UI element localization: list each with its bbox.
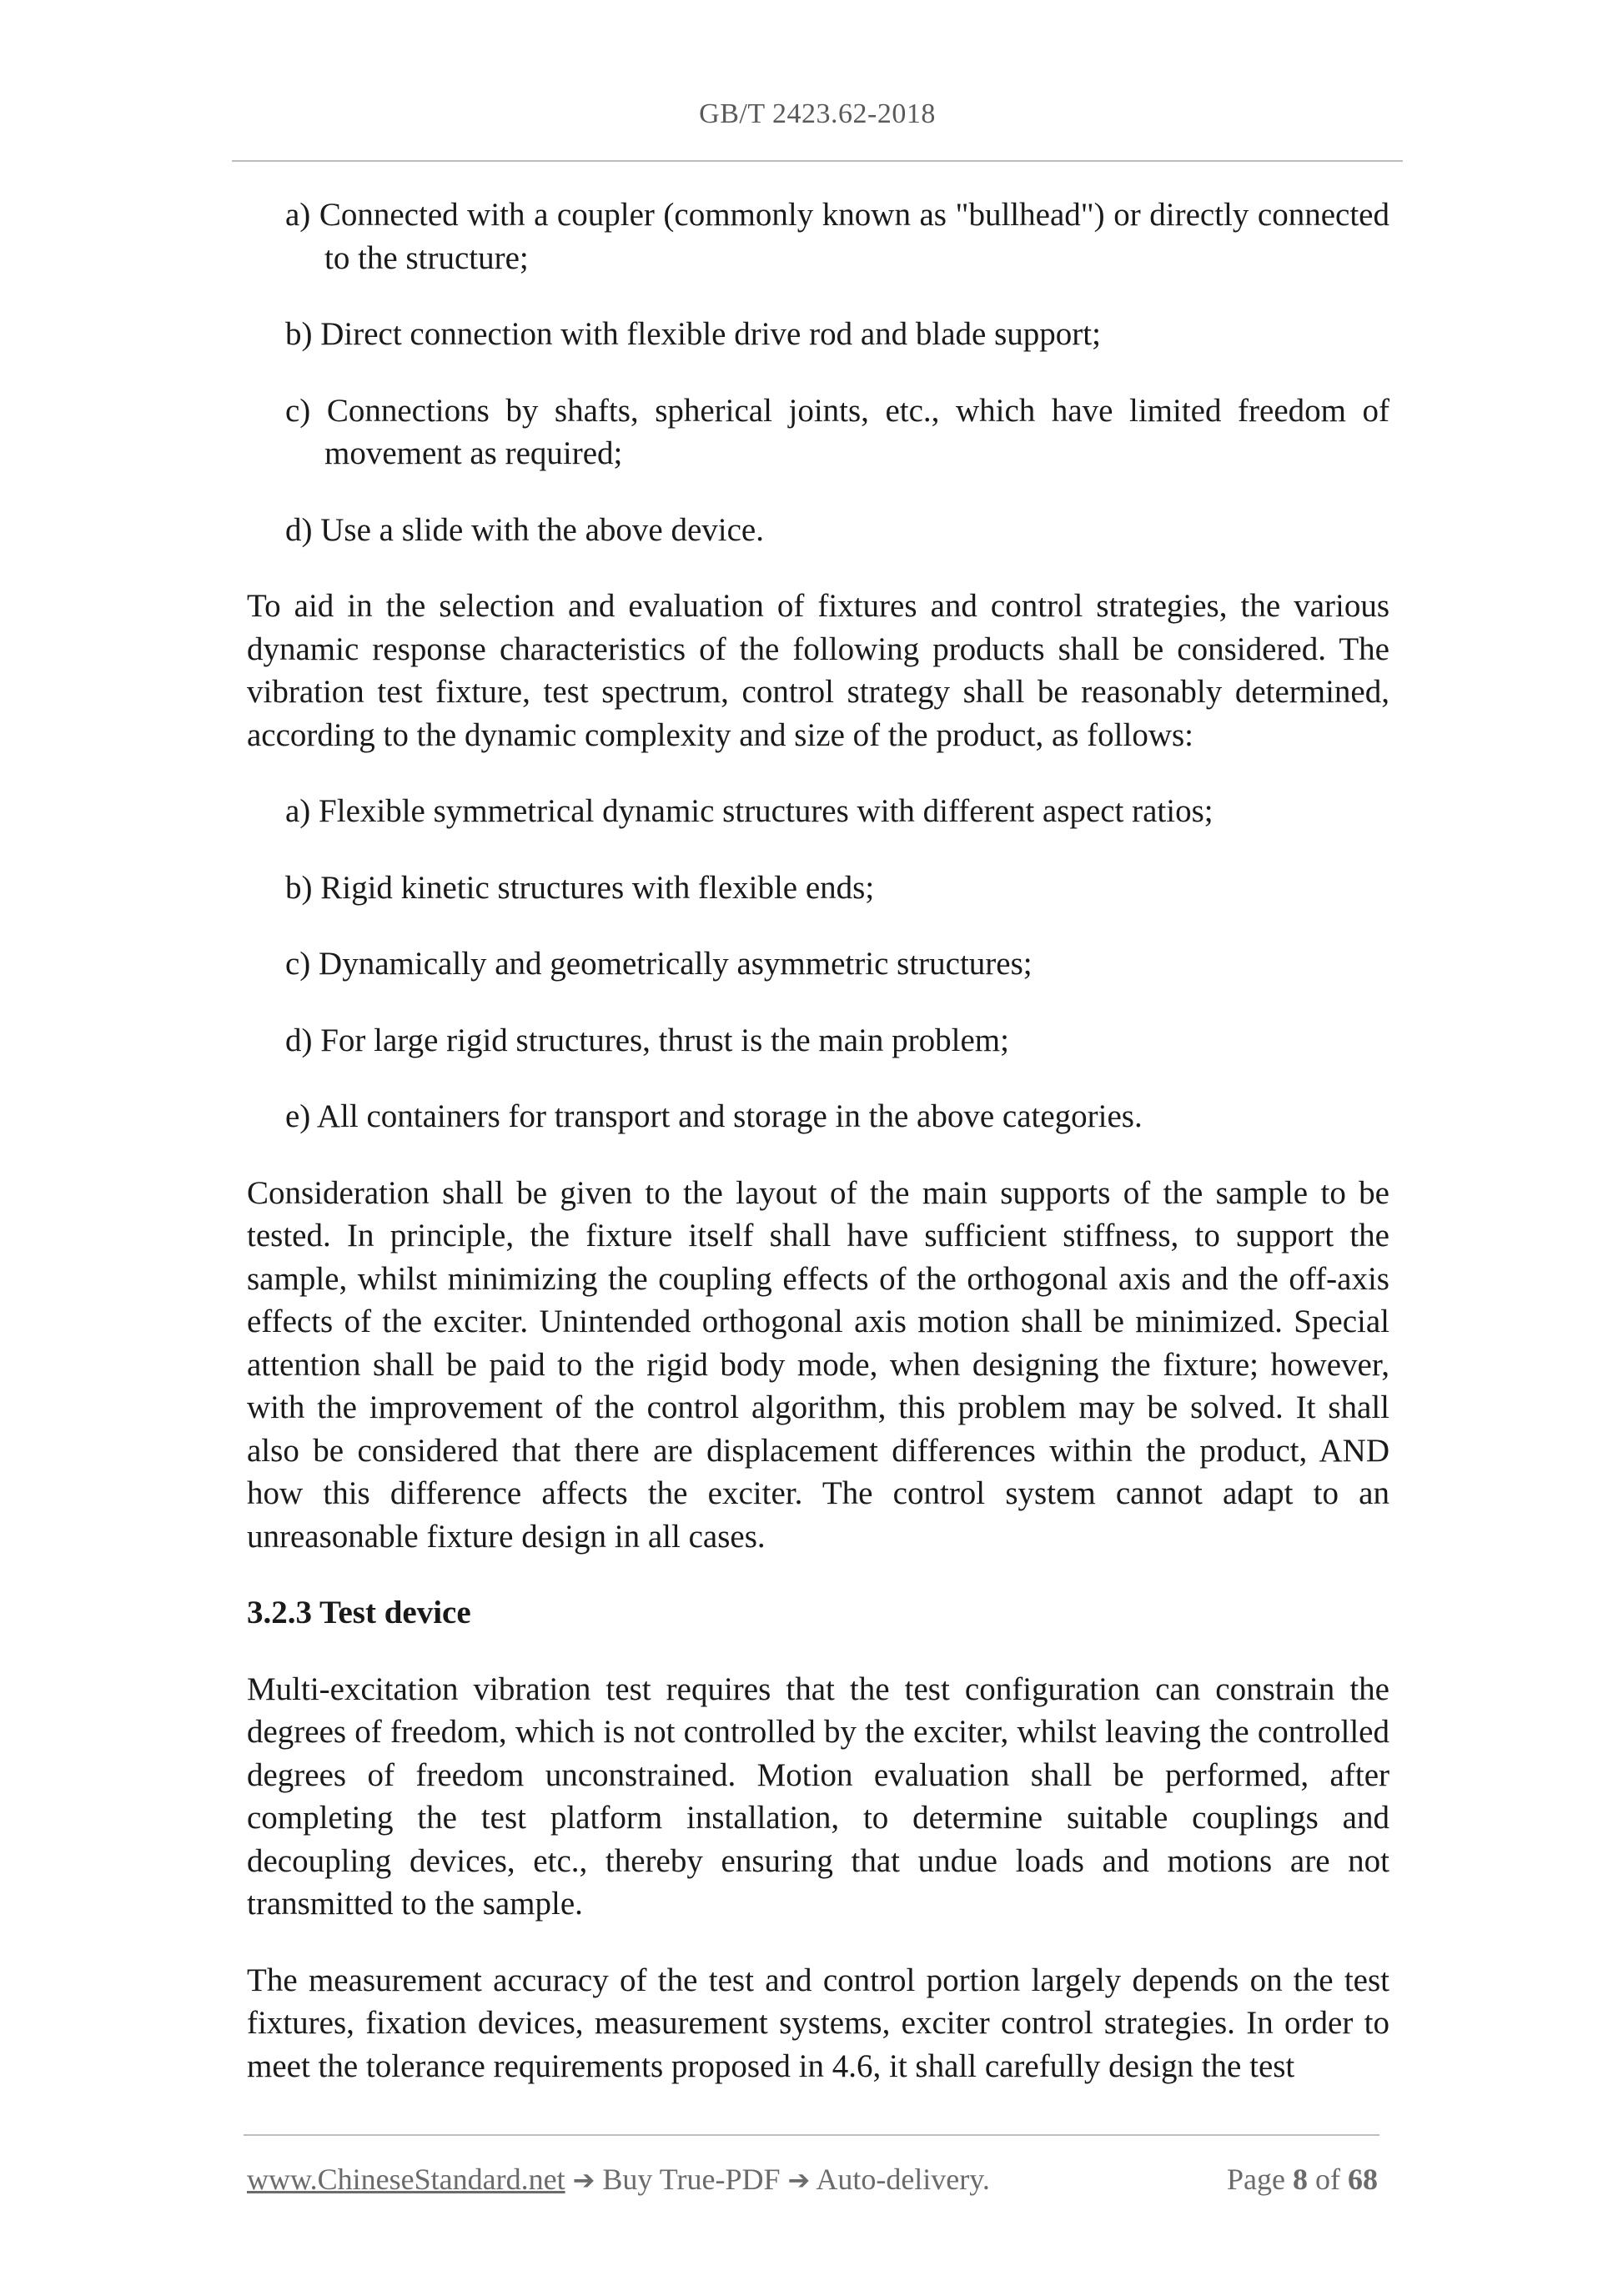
buy-pdf-link[interactable]: Buy True-PDF xyxy=(602,2163,781,2196)
page-total: 68 xyxy=(1348,2163,1378,2196)
arrow-right-icon: ➔ xyxy=(572,2164,595,2196)
paragraph: Consideration shall be given to the layout of the main supports of the sample to be tested. In principle, the fixture itself shall have sufficient stiffness, to support the sample, whilst minimizing the coupling effects of the orthogonal axis and the off-axis effects of the exciter. Unintended orthogonal axis motion shall be minimized. Special attention shall be paid to the rigid body mode, when designing the fixture; however, with the improvement of the control algorithm, this problem may be solved. It shall also be considered that there are displacement differences within the product, AND how this difference affects the exciter. The control system cannot adapt to an unreasonable fixture design in all cases. xyxy=(247,1174,1389,1555)
list-item: e) All containers for transport and storage in the above categories. xyxy=(285,1098,1143,1134)
list-item: a) Flexible symmetrical dynamic structures with different aspect ratios; xyxy=(285,793,1213,829)
list-item: d) For large rigid structures, thrust is the main problem; xyxy=(285,1022,1009,1058)
paragraph: To aid in the selection and evaluation of fixtures and control strategies, the various dynamic response characteristics of the following products shall be considered. The vibration test fixture, test spectrum, control strategy shall be reasonably determined, according to the dynamic complexity and size of the product, as follows: xyxy=(247,588,1389,753)
page-indicator xyxy=(1227,2162,1378,2197)
footer-divider xyxy=(244,2134,1379,2136)
page-label: Page xyxy=(1227,2163,1285,2196)
list-item: c) Connections by shafts, spherical joints, etc., which have limited freedom of movement as required; xyxy=(285,392,1389,471)
header-divider xyxy=(232,160,1403,162)
list-item: b) Direct connection with flexible drive rod and blade support; xyxy=(285,316,1101,352)
website-link[interactable]: www.ChineseStandard.net xyxy=(247,2163,565,2196)
of-label: of xyxy=(1315,2163,1340,2196)
page-number: 8 xyxy=(1293,2163,1308,2196)
list-item: b) Rigid kinetic structures with flexible ends; xyxy=(285,869,875,906)
footer-links xyxy=(247,2162,990,2197)
page-header-title: GB/T 2423.62-2018 xyxy=(699,98,936,129)
list-item: c) Dynamically and geometrically asymmetric structures; xyxy=(285,946,1033,982)
list-item: a) Connected with a coupler (commonly known as "bullhead") or directly connected to the structure; xyxy=(285,197,1389,276)
auto-delivery-text: Auto-delivery. xyxy=(816,2163,990,2196)
page-footer xyxy=(247,2162,1383,2205)
paragraph: The measurement accuracy of the test and control portion largely depends on the test fixtures, fixation devices, measurement systems, exciter control strategies. In order to meet the tolerance requirements proposed in 4.6, it shall carefully design the test xyxy=(247,1962,1389,2084)
section-heading: 3.2.3 Test device xyxy=(247,1595,471,1630)
list-item: d) Use a slide with the above device. xyxy=(285,511,764,548)
paragraph: Multi-excitation vibration test requires that the test configuration can constrain the degrees of freedom, which is not controlled by the exciter, whilst leaving the controlled degrees of freedom unconstrained. Motion evaluation shall be performed, after completing the test platform installation, to determine suitable couplings and decoupling devices, etc., thereby ensuring that undue loads and motions are not transmitted to the sample. xyxy=(247,1671,1389,1922)
arrow-right-icon: ➔ xyxy=(787,2164,811,2196)
document-body xyxy=(247,193,1389,2121)
